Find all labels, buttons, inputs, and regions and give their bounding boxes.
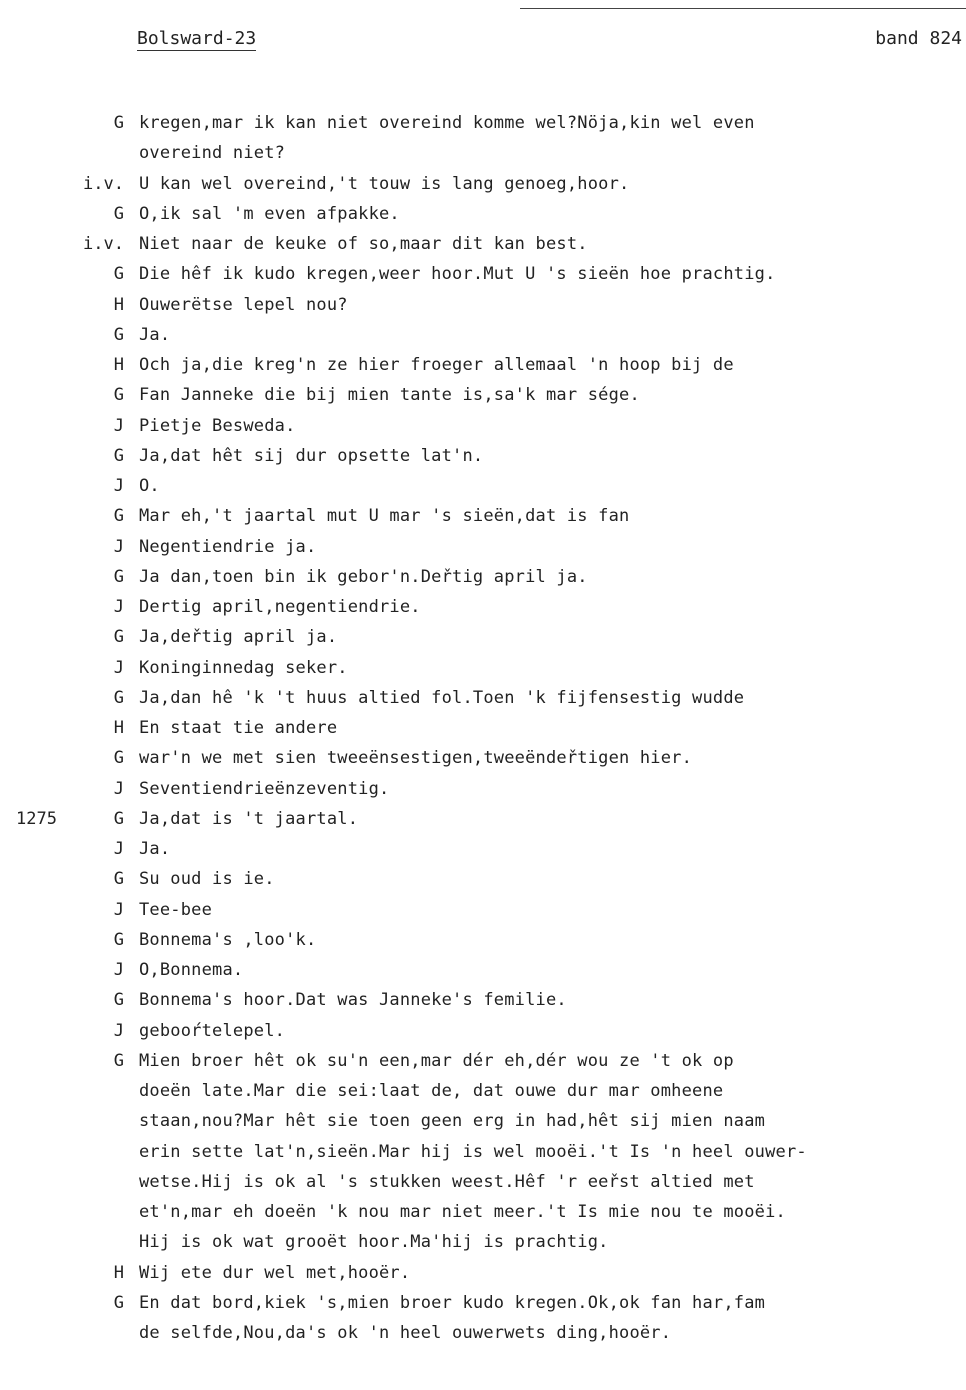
utterance-text: Negentiendrie ja.: [139, 536, 317, 557]
speaker-label: G: [113, 929, 124, 950]
transcript-line: [0, 1197, 966, 1227]
transcript-line: [0, 1258, 966, 1288]
document-title: Bolsward-23: [137, 28, 257, 49]
transcript-line: [0, 864, 966, 894]
speaker-label: J: [113, 778, 124, 799]
speaker-label: G: [113, 748, 124, 769]
speaker-label: J: [113, 476, 124, 496]
transcript-line: [0, 1016, 966, 1046]
utterance-text: Ja dan,toen bin ik gebor'n.Deřtig april ja.: [139, 566, 588, 587]
transcript-line: [0, 592, 966, 622]
transcript-line: [0, 380, 966, 410]
utterance-text: Ouwerëtse lepel nou?: [139, 294, 348, 315]
utterance-text: war'n we met sien tweeënsestigen,tweeëndeřtigen hier.: [139, 748, 693, 769]
transcript-line: [0, 1227, 966, 1257]
transcript-line: [0, 834, 966, 864]
transcript-line: [0, 411, 966, 441]
transcript-line: [0, 713, 966, 743]
utterance-text: kregen,mar ik kan niet overeind komme wel?Nöja,kin wel even: [139, 113, 755, 133]
utterance-text: Ja,dan hê 'k 't huus altied fol.Toen 'k fijfensestig wudde: [139, 687, 745, 708]
transcript: [0, 108, 966, 1348]
transcript-line: [0, 1076, 966, 1106]
transcript-line: [0, 925, 966, 955]
transcript-line: [0, 1137, 966, 1167]
transcript-line: [0, 532, 966, 562]
utterance-text: O,ik sal 'm even afpakke.: [139, 203, 400, 224]
speaker-label: J: [113, 1020, 124, 1041]
transcript-line: [0, 804, 966, 834]
speaker-label: H: [113, 355, 124, 375]
speaker-label: G: [113, 990, 124, 1011]
utterance-text: Koninginnedag seker.: [139, 657, 348, 678]
utterance-text: Mien broer hêt ok su'n een,mar dér eh,dér wou ze 't ok op: [139, 1050, 734, 1071]
transcript-line: [0, 259, 966, 289]
utterance-text: En dat bord,kiek 's,mien broer kudo kregen.Ok,ok fan har,fam: [139, 1292, 766, 1313]
utterance-text: Bonnema's ,loo'k.: [139, 929, 317, 950]
utterance-text: Pietje Besweda.: [139, 415, 296, 436]
transcript-line: [0, 1318, 966, 1348]
transcript-line: [0, 199, 966, 229]
utterance-text: staan,nou?Mar hêt sie toen geen erg in had,hêt sij mien naam: [139, 1111, 766, 1132]
speaker-label: G: [113, 324, 124, 345]
transcript-line: [0, 441, 966, 471]
utterance-text: Wij ete dur wel met,hooër.: [139, 1262, 411, 1283]
utterance-text: Die hêf ik kudo kregen,weer hoor.Mut U 's sieën hoe prachtig.: [139, 264, 776, 285]
speaker-label: G: [113, 1050, 124, 1071]
transcript-line: [0, 622, 966, 652]
utterance-text: Ja,deřtig april ja.: [139, 627, 338, 648]
speaker-label: J: [113, 899, 124, 920]
utterance-text: Ja,dat is 't jaartal.: [139, 808, 359, 829]
utterance-text: U kan wel overeind,'t touw is lang genoeg,hoor.: [139, 173, 630, 194]
speaker-label: H: [113, 294, 124, 315]
speaker-label: J: [113, 839, 124, 859]
utterance-text: Niet naar de keuke of so,maar dit kan best.: [139, 234, 588, 254]
utterance-text: Ja.: [139, 324, 171, 345]
speaker-label: J: [113, 657, 124, 678]
transcript-line: [0, 562, 966, 592]
speaker-label: G: [113, 808, 124, 829]
transcript-line: [0, 955, 966, 985]
speaker-label: G: [113, 264, 124, 285]
speaker-label: G: [113, 445, 124, 466]
transcript-line: [0, 653, 966, 683]
utterance-text: overeind niet?: [139, 143, 286, 164]
utterance-text: En staat tie andere: [139, 718, 338, 738]
top-rule: [520, 8, 966, 9]
transcript-line: [0, 138, 966, 168]
utterance-text: wetse.Hij is ok al 's stukken weest.Hêf 'r eeřst altied met: [139, 1171, 755, 1192]
transcript-line: [0, 320, 966, 350]
speaker-label: i.v.: [83, 173, 124, 194]
utterance-text: erin sette lat'n,sieën.Mar hij is wel mooëi.'t Is 'n heel ouwer-: [139, 1141, 807, 1162]
speaker-label: G: [113, 385, 124, 406]
speaker-label: G: [113, 627, 124, 648]
transcript-line: [0, 1046, 966, 1076]
transcript-line: [0, 774, 966, 804]
speaker-label: G: [113, 1292, 124, 1313]
utterance-text: Ja.: [139, 839, 171, 859]
speaker-label: J: [113, 597, 124, 617]
transcript-line: [0, 895, 966, 925]
speaker-label: J: [113, 536, 124, 557]
utterance-text: doeën late.Mar die sei:laat de, dat ouwe dur mar omheene: [139, 1081, 724, 1101]
transcript-line: [0, 350, 966, 380]
utterance-text: Tee-bee: [139, 899, 213, 920]
utterance-text: Dertig april,negentiendrie.: [139, 597, 421, 617]
transcript-line: [0, 1167, 966, 1197]
transcript-line: [0, 1288, 966, 1318]
speaker-label: G: [113, 869, 124, 890]
utterance-text: Fan Janneke die bij mien tante is,sa'k mar sége.: [139, 385, 640, 406]
utterance-text: Bonnema's hoor.Dat was Janneke's femilie.: [139, 990, 567, 1011]
utterance-text: et'n,mar eh doeën 'k nou mar niet meer.'t Is mie nou te mooëi.: [139, 1202, 786, 1222]
speaker-label: G: [113, 566, 124, 587]
transcript-line: [0, 743, 966, 773]
tape-number: band 824: [875, 28, 962, 49]
transcript-line: [0, 229, 966, 259]
speaker-label: H: [113, 718, 124, 738]
utterance-text: Seventiendrieënzeventig.: [139, 778, 390, 799]
transcript-line: [0, 471, 966, 501]
speaker-label: G: [113, 203, 124, 224]
speaker-label: H: [113, 1262, 124, 1283]
transcript-line: [0, 169, 966, 199]
speaker-label: i.v.: [83, 234, 124, 254]
utterance-text: Ja,dat hêt sij dur opsette lat'n.: [139, 445, 484, 466]
speaker-label: G: [113, 113, 124, 133]
transcript-line: [0, 683, 966, 713]
line-counter: 1275: [16, 808, 57, 829]
transcript-line: [0, 1106, 966, 1136]
utterance-text: gebooŕtelepel.: [139, 1020, 286, 1041]
utterance-text: Och ja,die kreg'n ze hier froeger allemaal 'n hoop bij de: [139, 355, 734, 375]
utterance-text: Hij is ok wat grooët hoor.Ma'hij is prachtig.: [139, 1232, 609, 1253]
speaker-label: G: [113, 687, 124, 708]
speaker-label: J: [113, 415, 124, 436]
speaker-label: G: [113, 506, 124, 527]
utterance-text: de selfde,Nou,da's ok 'n heel ouwerwets ding,hooër.: [139, 1323, 672, 1343]
transcript-line: [0, 108, 966, 138]
speaker-label: J: [113, 960, 124, 980]
utterance-text: Mar eh,'t jaartal mut U mar 's sieën,dat is fan: [139, 506, 630, 527]
transcript-line: [0, 501, 966, 531]
utterance-text: Su oud is ie.: [139, 869, 275, 890]
utterance-text: O.: [139, 476, 160, 496]
transcript-line: [0, 985, 966, 1015]
utterance-text: O,Bonnema.: [139, 960, 244, 980]
transcript-line: [0, 290, 966, 320]
